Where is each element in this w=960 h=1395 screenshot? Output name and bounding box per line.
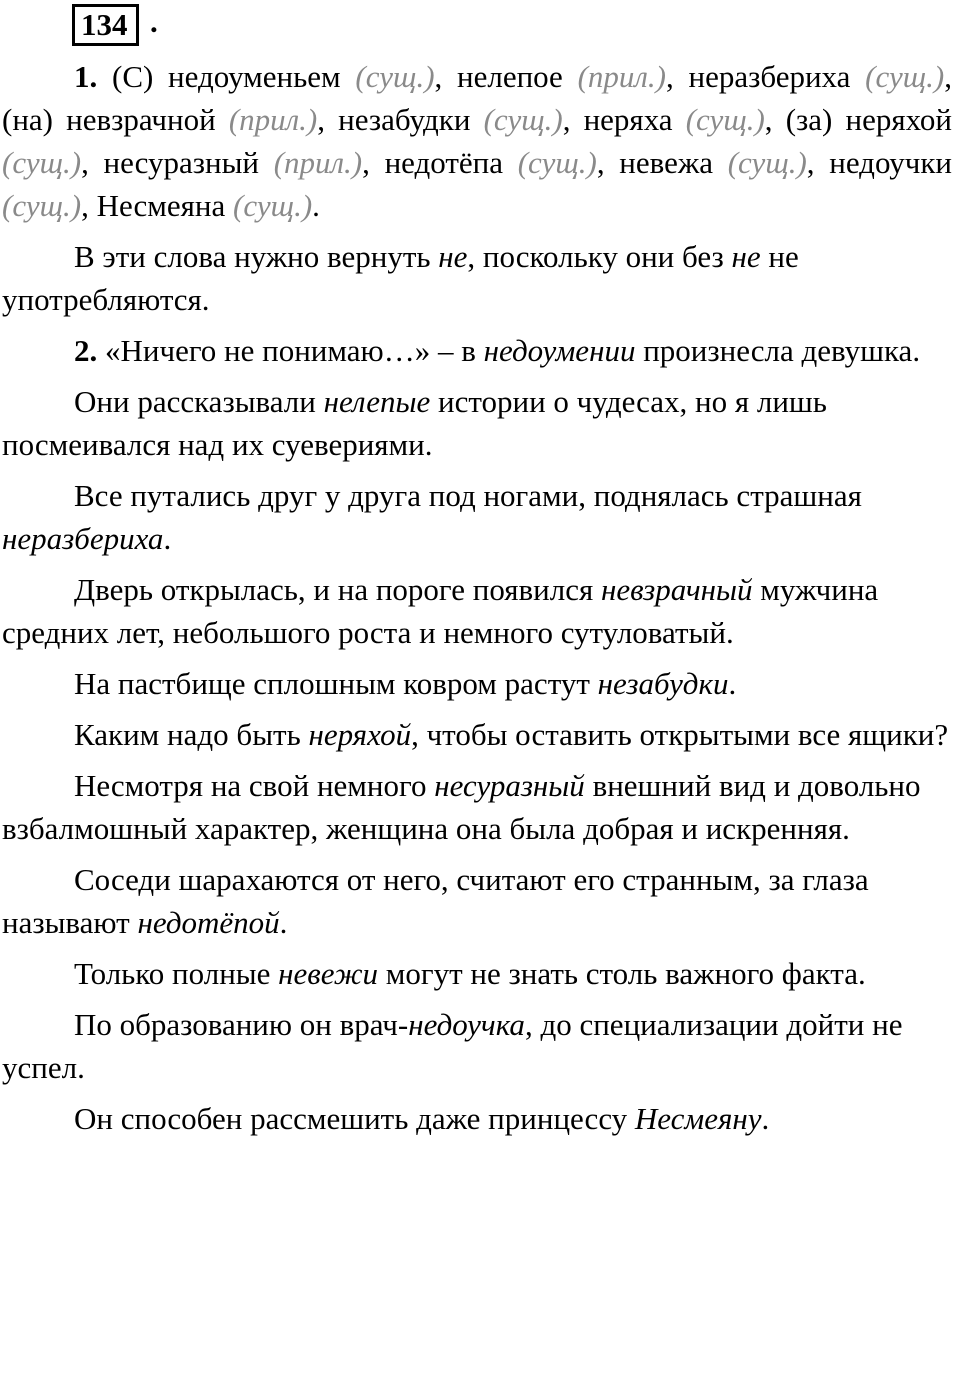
pos-note: (прил.) [273,145,363,180]
text: могут не знать столь важного факта. [378,956,866,991]
task-number-box [72,4,139,46]
pos-note: (сущ.) [355,59,435,94]
item-number-2: 2. [74,333,98,368]
text: , до специализации дойти не успел. [2,1007,903,1085]
italic-word: несуразный [434,768,585,803]
text: . [279,905,288,940]
sentence-nedouchka [2,1003,952,1089]
italic-word: не [438,239,468,274]
sentence-nesuraznyi [2,764,952,850]
text: , (на) невзрачной [2,59,952,137]
sentence-nelepye [2,380,952,466]
text: Только полные [74,956,279,991]
text: В эти слова нужно вернуть [74,239,439,274]
sentence-nezabudki [2,662,952,705]
text: , невежа [596,145,728,180]
pos-note: (сущ.) [727,145,807,180]
italic-word: незабудки [597,666,729,701]
text: , поскольку они без [467,239,732,274]
text: Каким надо быть [74,717,309,752]
paragraph-3 [2,329,952,372]
pos-note: (прил.) [577,59,666,94]
italic-word: недотёпой [137,905,280,940]
text: , несуразный [81,145,274,180]
pos-note: (сущ.) [2,145,82,180]
answer-text [2,55,952,1148]
text: (С) недоуменьем [97,59,356,94]
item-number-1: 1. [74,59,98,94]
sentence-nevzrachnyi [2,568,952,654]
text: , (за) неряхой [764,102,953,137]
text: На пастбище сплошным ковром растут [74,666,598,701]
italic-word: неряхой [308,717,412,752]
text: , неряха [562,102,686,137]
text: . [728,666,737,701]
text: мужчина средних лет, небольшого роста и немного сутуловатый. [2,572,879,650]
pos-note: (сущ.) [865,59,945,94]
sentence-neryakhoi [2,713,952,756]
paragraph-2 [2,235,952,321]
text: , недотёпа [362,145,518,180]
italic-word: неразбериха [2,521,164,556]
italic-word: Несмеяну [634,1101,762,1136]
text: произнесла девушка. [635,333,921,368]
text: , неразбериха [665,59,866,94]
text: Он способен рассмешить даже принцессу [74,1101,635,1136]
italic-word: недоучка [408,1007,525,1042]
pos-note: (сущ.) [2,188,82,223]
italic-word: не [731,239,761,274]
sentence-nedotepoi [2,858,952,944]
pos-note: (сущ.) [233,188,313,223]
text: , Несмеяна [81,188,234,223]
sentence-nevezhi [2,952,952,995]
italic-word: невежи [278,956,379,991]
text: Они рассказывали [74,384,324,419]
italic-word: невзрачный [600,572,753,607]
pos-note: (прил.) [228,102,318,137]
pos-note: (сущ.) [685,102,765,137]
task-number: 134 [81,7,128,42]
text: , нелепое [434,59,578,94]
text: , недоучки [806,145,953,180]
text: , незабудки [317,102,484,137]
text: Дверь открылась, и на пороге появился [74,572,601,607]
text: . [163,521,172,556]
text: Соседи шарахаются от него, считают его странным, за глаза называют [2,862,869,940]
paragraph-1 [2,55,952,227]
text: не употребляются. [2,239,799,317]
italic-word: нелепые [323,384,431,419]
text: Все путались друг у друга под ногами, поднялась страшная [74,478,862,513]
sentence-nesmeyanu [2,1097,952,1140]
text: истории о чудесах, но я лишь посмеивался над их суевериями. [2,384,827,462]
text: По образованию он врач- [74,1007,409,1042]
task-number-dot: . [150,4,158,39]
pos-note: (сущ.) [517,145,597,180]
text: Несмотря на свой немного [74,768,435,803]
text: внешний вид и довольно взбалмошный характер, женщина она была добрая и искренняя. [2,768,921,846]
sentence-nerazberikha [2,474,952,560]
text: «Ничего не понимаю…» – в [97,333,484,368]
text: , чтобы оставить открытыми все ящики? [411,717,949,752]
text: . [312,188,320,223]
italic-word: недоумении [483,333,636,368]
pos-note: (сущ.) [483,102,563,137]
text: . [761,1101,770,1136]
